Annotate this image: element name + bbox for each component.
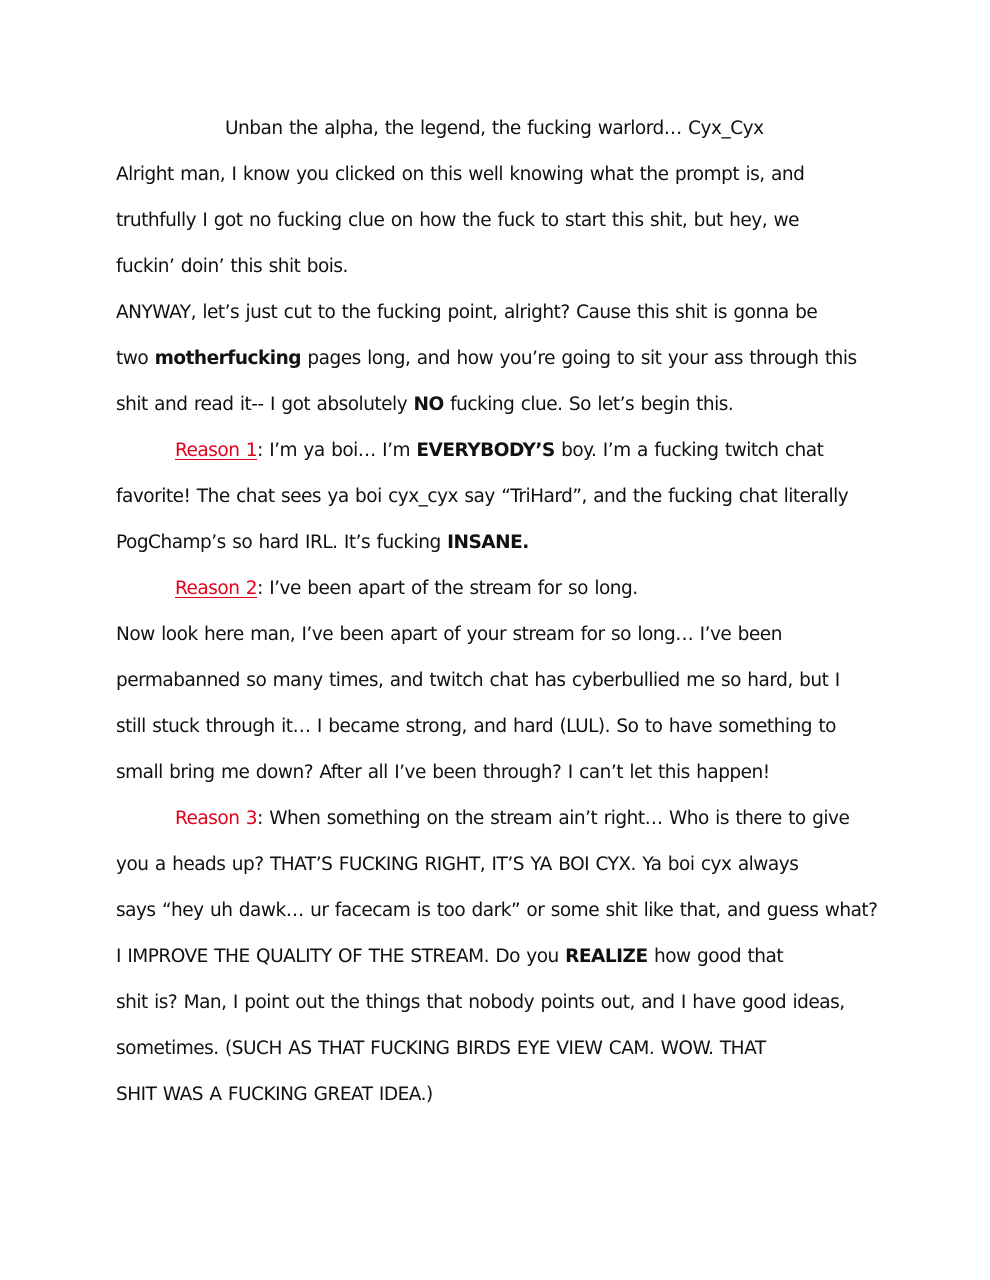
reason-3-label: Reason 3 [175,808,258,829]
text-line: truthfully I got no fucking clue on how the fuck to start this shit, but hey, we [116,210,800,231]
reason-1-label: Reason 1 [175,440,258,461]
text-line: Now look here man, I’ve been apart of your stream for so long… I’ve been [116,624,782,645]
text-line [116,336,896,382]
bold-text: NO [413,394,444,415]
text-run: pages long, and how you’re going to sit your ass through this [301,348,857,369]
text-line: fuckin’ doin’ this shit bois. [116,256,348,277]
bold-text: INSANE. [447,532,529,553]
reason-1-paragraph [116,428,896,566]
text-run: boy. I’m a fucking twitch chat [554,440,824,461]
bold-text: EVERYBODY’S [416,440,555,461]
text-line: you a heads up? THAT’S FUCKING RIGHT, IT’S YA BOI CYX. Ya boi cyx always [116,854,799,875]
text-run: two [116,348,155,369]
text-line: says “hey uh dawk… ur facecam is too dark” or some shit like that, and guess what? [116,900,878,921]
text-line [116,566,896,612]
text-line: SHIT WAS A FUCKING GREAT IDEA.) [116,1084,433,1105]
text-run: how good that [647,946,784,967]
text-line [116,428,896,474]
reason-2-label: Reason 2 [175,578,258,599]
text-line: still stuck through it… I became strong, and hard (LUL). So to have something to [116,716,836,737]
text-line: ANYWAY, let’s just cut to the fucking point, alright? Cause this shit is gonna be [116,302,818,323]
text-line [116,520,896,566]
text-line: small bring me down? After all I’ve been through? I can’t let this happen! [116,762,770,783]
text-line: Alright man, I know you clicked on this well knowing what the prompt is, and [116,164,805,185]
text-line [116,934,896,980]
intro-paragraph [116,152,896,290]
anyway-paragraph [116,290,896,428]
text-line: shit is? Man, I point out the things that nobody points out, and I have good ideas, [116,992,845,1013]
bold-text: REALIZE [565,946,648,967]
text-run: : I’ve been apart of the stream for so long. [257,578,638,599]
text-line: sometimes. (SUCH AS THAT FUCKING BIRDS EYE VIEW CAM. WOW. THAT [116,1038,766,1059]
reason-2-paragraph [116,566,896,796]
text-run: : I’m ya boi… I’m [257,440,417,461]
text-run: shit and read it-- I got absolutely [116,394,414,415]
text-run: : When something on the stream ain’t right… Who is there to give [257,808,850,829]
document-title: Unban the alpha, the legend, the fucking warlord… Cyx_Cyx [225,118,764,139]
text-line: favorite! The chat sees ya boi cyx_cyx say “TriHard”, and the fucking chat literally [116,486,849,507]
reason-3-paragraph [116,796,896,1118]
text-line [116,796,896,842]
text-line [116,382,896,428]
document-body [116,106,896,1118]
text-line: permabanned so many times, and twitch chat has cyberbullied me so hard, but I [116,670,840,691]
bold-text: motherfucking [154,348,302,369]
text-run: fucking clue. So let’s begin this. [443,394,734,415]
text-run: I IMPROVE THE QUALITY OF THE STREAM. Do you [116,946,566,967]
text-run: PogChamp’s so hard IRL. It’s fucking [116,532,448,553]
